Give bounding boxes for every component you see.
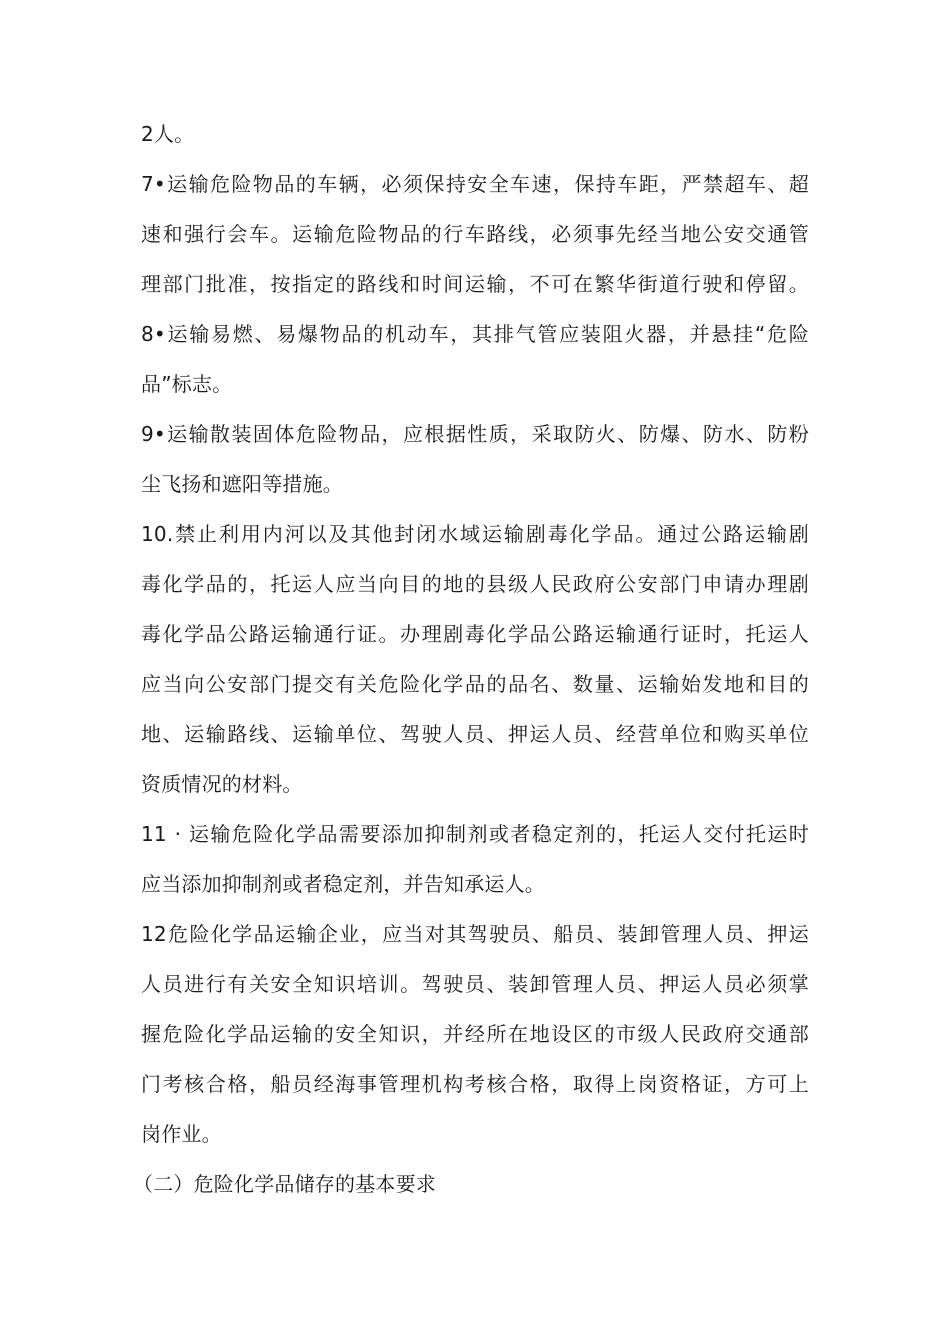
- text-line: 门考核合格，船员经海事管理机构考核合格，取得上岗资格证，方可上: [141, 1072, 809, 1096]
- text-line: 12危险化学品运输企业，应当对其驾驶员、船员、装卸管理人员、押运: [141, 922, 809, 946]
- text-line: 2人。: [141, 122, 195, 146]
- text-line: 资质情况的材料。: [141, 772, 303, 796]
- section-heading: （二）危险化学品储存的基本要求: [133, 1172, 436, 1196]
- text-line: 毒化学品的，托运人应当向目的地的县级人民政府公安部门申请办理剧: [141, 572, 809, 596]
- text-line: 理部门批准，按指定的路线和时间运输，不可在繁华街道行驶和停留。: [141, 272, 809, 296]
- text-line: 应当添加抑制剂或者稳定剂，并告知承运人。: [141, 872, 545, 896]
- text-line: 品”标志。: [141, 372, 233, 396]
- text-line: 10.禁止利用内河以及其他封闭水域运输剧毒化学品。通过公路运输剧: [141, 522, 809, 546]
- text-line: 地、运输路线、运输单位、驾驶人员、押运人员、经营单位和购买单位: [141, 722, 809, 746]
- text-line: 应当向公安部门提交有关危险化学品的品名、数量、运输始发地和目的: [141, 672, 809, 696]
- text-line: 速和强行会车。运输危险物品的行车路线，必须事先经当地公安交通管: [141, 222, 809, 246]
- text-line: 岗作业。: [141, 1122, 222, 1146]
- text-line: 11 · 运输危险化学品需要添加抑制剂或者稳定剂的，托运人交付托运时: [141, 822, 809, 846]
- text-line: 毒化学品公路运输通行证。办理剧毒化学品公路运输通行证时，托运人: [141, 622, 809, 646]
- text-line: 人员进行有关安全知识培训。驾驶员、装卸管理人员、押运人员必须掌: [141, 972, 809, 996]
- text-line: 尘飞扬和遮阳等措施。: [141, 472, 343, 496]
- text-line: 8•运输易燃、易爆物品的机动车，其排气管应装阻火器，并悬挂“危险: [141, 322, 809, 346]
- document-body: [133, 122, 809, 1222]
- text-line: 9•运输散装固体危险物品，应根据性质，采取防火、防爆、防水、防粉: [141, 422, 809, 446]
- text-line: 握危险化学品运输的安全知识，并经所在地设区的市级人民政府交通部: [141, 1022, 809, 1046]
- text-line: 7•运输危险物品的车辆，必须保持安全车速，保持车距，严禁超车、超: [141, 172, 809, 196]
